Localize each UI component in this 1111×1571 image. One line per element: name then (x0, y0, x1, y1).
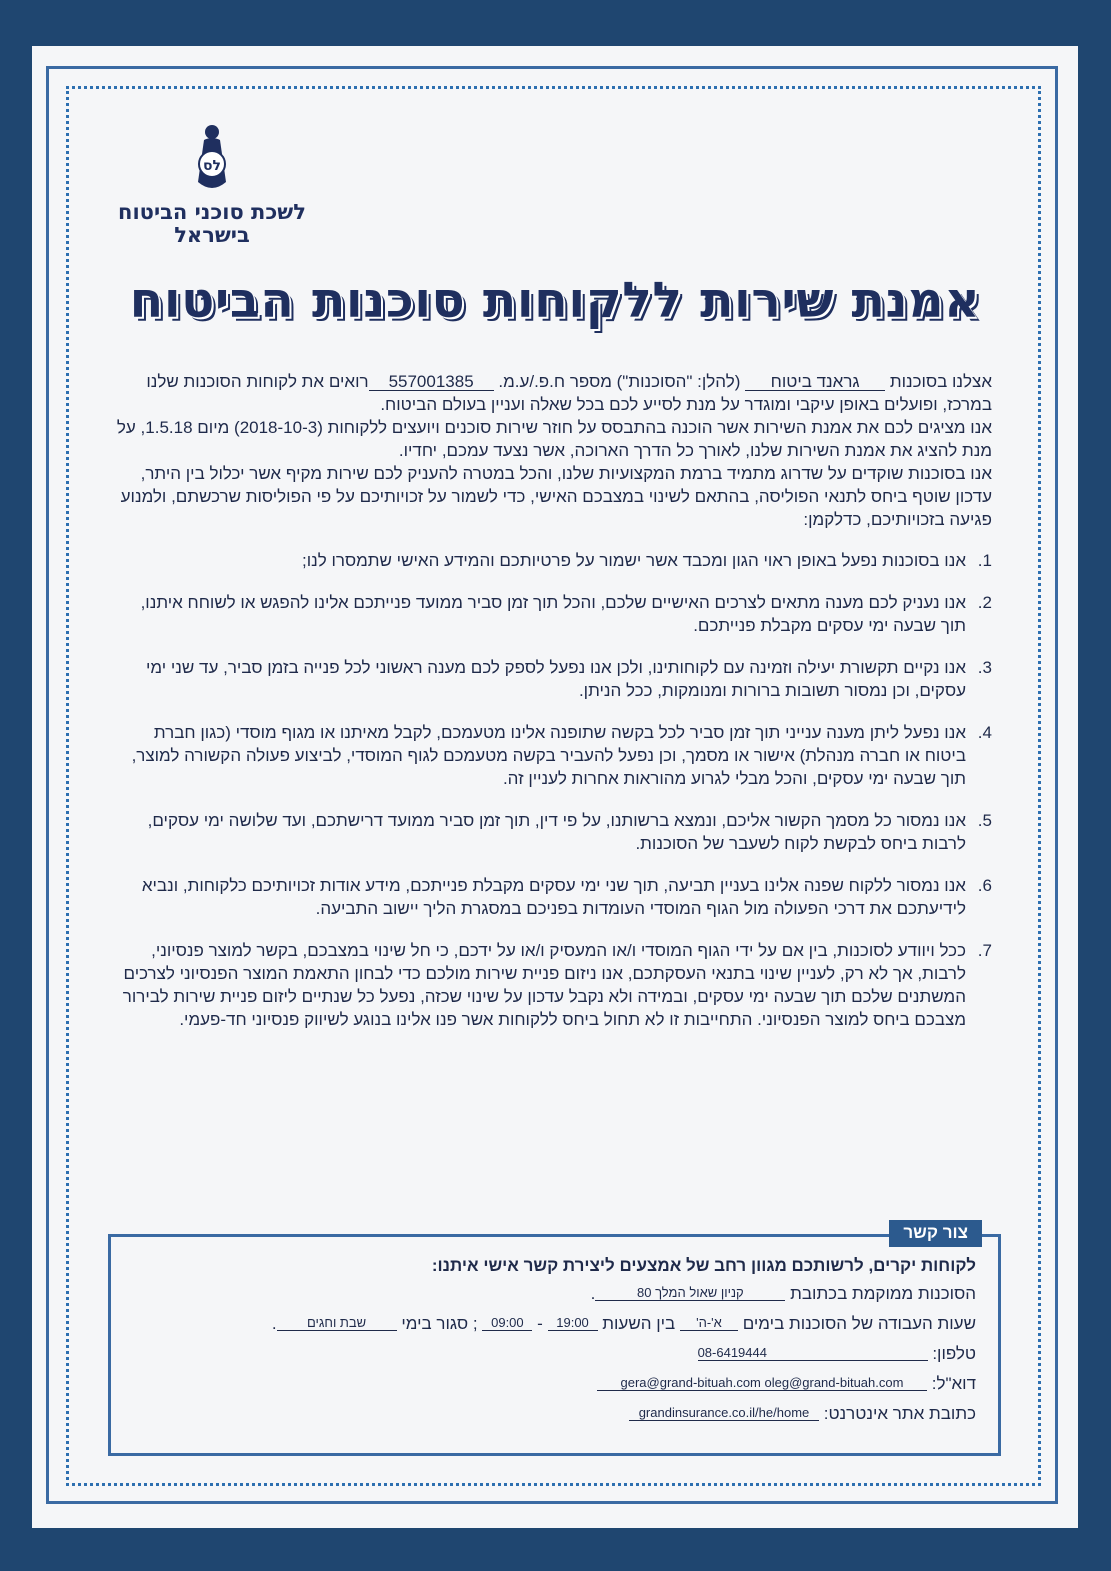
phone-value: 08-6419444 (698, 1346, 928, 1361)
item-text: אנו בסוכנות נפעל באופן ראוי הגון ומכבד אשר ישמור על פרטיותכם והמידע האישי שתמסרו לנו; (301, 551, 966, 570)
closed-value: שבת וחגים (277, 1316, 397, 1331)
item-number: 2. (977, 593, 992, 612)
intro-paragraph-2: אנו מציגים לכם את אמנת השירות אשר הוכנה בהתבסס על חוזר שירות סוכנים ויועצים ללקוחות (2018-10-3) מיום 1.5.18, על מנת להציג את אמנת השירות שלנו, לאורך כל הדרך הארוכה, אשר נצעד עמכם, יחדיו. (116, 418, 992, 460)
hours-label: שעות העבודה של הסוכנות בימים (742, 1314, 976, 1333)
list-item (112, 939, 992, 1031)
agency-number-field: 557001385 (369, 373, 494, 391)
item-text: אנו נעניק לכם מענה מתאים לצרכים האישיים שלכם, והכל תוך זמן סביר ממועד פנייתכם אלינו להפגש או לשוחח איתנו, תוך שבעה ימי עסקים מקבלת פנייתכם. (140, 593, 966, 635)
contact-box (108, 1223, 1001, 1456)
svg-text:לס: לס (203, 158, 221, 174)
item-number: 5. (977, 811, 992, 830)
address-row: הסוכנות ממוקמת בכתובת קניון שאול המלך 80. (590, 1284, 976, 1303)
list-item (112, 549, 992, 572)
agent-figure-icon (190, 122, 234, 198)
item-number: 1. (977, 551, 992, 570)
association-logo (112, 122, 312, 248)
email-label: דוא"ל: (931, 1374, 976, 1393)
contact-tag: צור קשר (889, 1220, 982, 1247)
item-number: 4. (977, 723, 992, 742)
item-text: אנו נפעל ליתן מענה ענייני תוך זמן סביר לכל בקשה שתופנה אלינו מטעמכם, לקבל מאיתנו או מגוף מוסדי (כגון חברת ביטוח או חברה מנהלת) אישור או מסמך, וכן נפעל להעביר בקשה מטעמכם לגוף המוסדי, לביצוע פעולה הקשורה למוצר, תוך שבעה ימי עסקים, והכל מבלי לגרוע מהוראות אחרות לעניין זה. (131, 723, 966, 788)
item-number: 7. (977, 941, 992, 960)
email-value: gera@grand-bituah.com oleg@grand-bituah.com (597, 1376, 927, 1391)
website-row (131, 1403, 976, 1425)
item-text: אנו נמסור ללקוח שפנה אלינו בעניין תביעה, תוך שני ימי עסקים מקבלת פנייתכם, מידע אודות זכויותיכם כלקוחות, ונביא לידיעתכם את דרכי הפעולה מול הגוף המוסדי העומדות בפניכם במסגרת הליך יישוב התביעה. (141, 876, 966, 918)
item-number: 6. (977, 876, 992, 895)
hour-from-value: 09:00 (482, 1316, 532, 1331)
item-number: 3. (977, 658, 992, 677)
list-item (112, 656, 992, 702)
intro-text: רואים את לקוחות הסוכנות שלנו במרכז, ופועלים באופן עיקבי ומוגדר על מנת לסייע לכם בכל שאלה ועניין בעולם הביטוח. (146, 372, 992, 414)
website-label: כתובת אתר אינטרנט: (823, 1404, 976, 1423)
phone-label: טלפון: (932, 1344, 976, 1363)
logo-subtitle: בישראל (174, 223, 250, 247)
intro-paragraph-1 (112, 370, 992, 416)
logo-title: לשכת סוכני הביטוח (118, 200, 306, 224)
contact-details (131, 1255, 976, 1433)
charter-body (112, 370, 992, 1050)
list-item (112, 809, 992, 855)
hour-dash: - (537, 1314, 543, 1333)
intro-text: (להלן: "הסוכנות") מספר ח.פ./ע.מ. (498, 372, 741, 391)
list-item (112, 874, 992, 920)
list-item (112, 591, 992, 637)
hours-row: שעות העבודה של הסוכנות בימים א'-ה' בין השעות 19:00 - 09:00 ; סגור בימי שבת וחגים. (271, 1314, 976, 1333)
website-value: grandinsurance.co.il/he/home (629, 1406, 819, 1421)
item-text: אנו נקיים תקשורת יעילה וזמינה עם לקוחותינו, ולכן אנו נפעל לספק לכם מענה ראשוני לכל פנייה בזמן סביר, עד שני ימי עסקים, וכן נמסור תשובות ברורות ומנומקות, ככל הניתן. (146, 658, 966, 700)
item-text: אנו נמסור כל מסמך הקשור אליכם, ונמצא ברשותנו, על פי דין, תוך זמן סביר ממועד דרישתכם, ועד שלושה ימי עסקים, לרבות ביחס לבקשת לקוח לשעבר של הסוכנות. (147, 811, 966, 853)
item-text: ככל ויוודע לסוכנות, בין אם על ידי הגוף המוסדי ו/או המעסיק ו/או על ידכם, כי חל שינוי במצבכם, בקשר למוצר פנסיוני, לרבות, אך לא רק, לעניין שינוי בתנאי העסקתכם, אנו ניזום פניית שירות מולכם כדי לבחון התאמת המוצר הפנסיוני לצרכים המשתנים שלכם תוך שבעה ימי עסקים, ובמידה ולא נקבל עדכון על שינוי שכזה, נפעל כל שנתיים ליזום פניית שירות לבירור מצבכם ביחס למוצר הפנסיוני. התחייבות זו לא תחול ביחס ללקוחות אשר פנו אלינו בנוגע לשיווק פנסיוני חד-פעמי. (122, 941, 966, 1029)
intro-text: אצלנו בסוכנות (889, 372, 992, 391)
hours-between-label: בין השעות (602, 1314, 676, 1333)
phone-row (131, 1343, 976, 1365)
commitments-list (112, 549, 992, 1031)
contact-headline: לקוחות יקרים, לרשותכם מגוון רחב של אמצעים ליצירת קשר אישי איתנו: (431, 1256, 976, 1275)
address-label: הסוכנות ממוקמת בכתובת (790, 1284, 976, 1303)
list-item (112, 721, 992, 790)
agency-name-field: גראנד ביטוח (745, 373, 885, 391)
page-title: אמנת שירות ללקוחות סוכנות הביטוח (129, 272, 981, 329)
closed-label: ; סגור בימי (401, 1314, 478, 1333)
days-value: א'-ה' (680, 1316, 738, 1331)
address-value: קניון שאול המלך 80 (595, 1286, 785, 1301)
email-row (131, 1373, 976, 1395)
hour-to-value: 19:00 (548, 1316, 598, 1331)
intro-paragraph-3: אנו בסוכנות שוקדים על שדרוג מתמיד ברמת המקצועיות שלנו, והכל במטרה להעניק לכם שירות מקיף אשר יכלול בין היתר, עדכון שוטף ביחס לתנאי הפוליסה, בהתאם לשינוי במצבכם האישי, כדי לשמור על זכויותיכם על פי הפוליסות שרכשתם, ולמנוע פגיעה בזכויותיכם, כדלקמן: (120, 464, 992, 529)
